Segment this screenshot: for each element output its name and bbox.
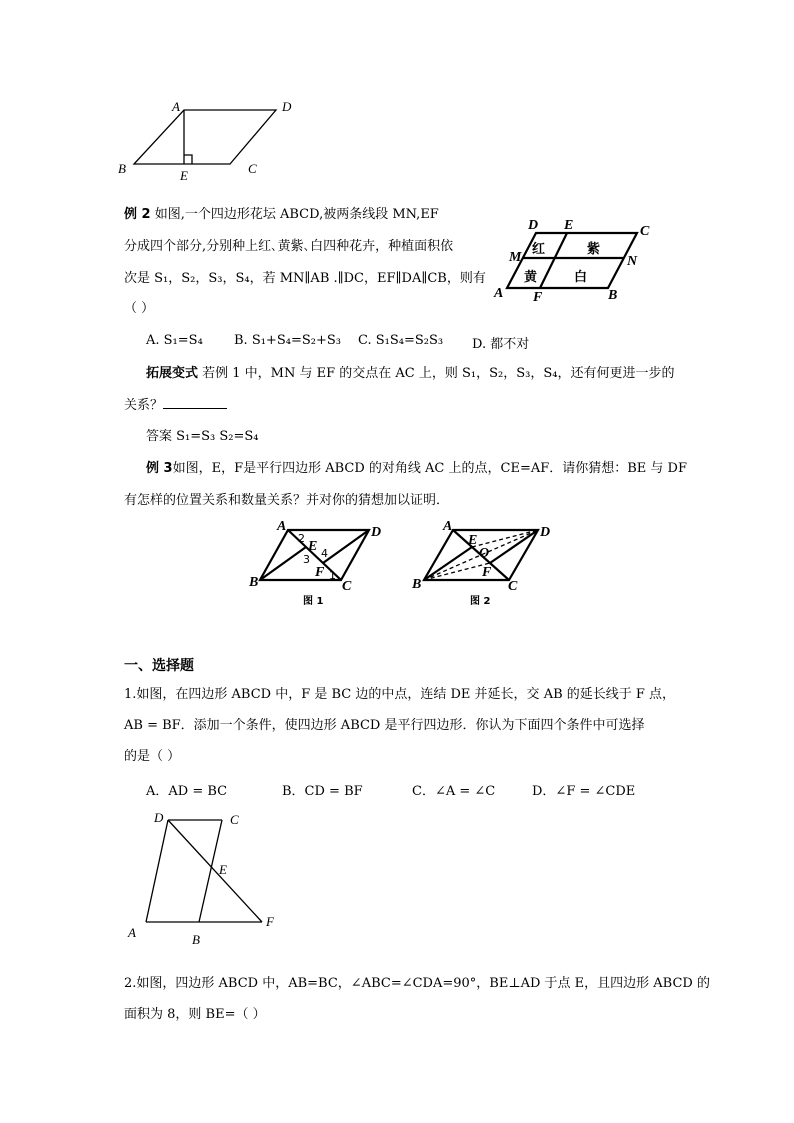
label-m: M	[509, 250, 522, 265]
ex2-line2: 分成四个部分,分别种上红､黄紫､白四种花卉，种植面积依	[124, 239, 454, 254]
label-a: A	[494, 286, 504, 301]
region-white: 白	[574, 270, 588, 285]
label-b: B	[249, 575, 259, 590]
region-red: 红	[532, 242, 546, 257]
segment-be	[424, 547, 472, 580]
answer-blank	[163, 396, 227, 409]
label-e: E	[308, 539, 318, 554]
label-a: A	[172, 99, 180, 114]
ex2-line4: （ ）	[124, 301, 155, 316]
q1-line2: AB = BF．添加一个条件，使四边形 ABCD 是平行四边形．你认为下面四个条件中可选择	[124, 718, 645, 733]
figure-2	[410, 518, 560, 610]
side-da	[146, 820, 168, 922]
region-purple: 紫	[587, 242, 601, 257]
label-d: D	[282, 99, 292, 114]
label-b: B	[412, 577, 422, 592]
label-d: D	[540, 525, 551, 540]
label-c: C	[508, 579, 518, 594]
figure-flower-bed	[490, 215, 660, 307]
section-heading: 一、选择题	[124, 658, 194, 674]
figure-parallelogram-altitude	[110, 95, 310, 185]
segment-be	[260, 547, 306, 580]
ex2-option-a: A. S₁=S₄	[146, 333, 203, 348]
ex3-line1: 例 3如图，E，F是平行四边形 ABCD 的对角线 AC 上的点，CE=AF．请你猜想：BE 与 DF	[146, 461, 687, 476]
figure-q1-quadrilateral	[122, 808, 282, 950]
label-d: D	[154, 810, 164, 825]
label-f: F	[315, 565, 325, 580]
label-e: E	[180, 168, 188, 183]
angle-3: 3	[303, 553, 310, 566]
ex3-label: 例 3	[146, 461, 173, 476]
label-c: C	[230, 812, 239, 827]
segment-ed	[472, 530, 538, 547]
ex2-line1: 例 2 如图,一个四边形花坛 ABCD,被两条线段 MN,EF	[124, 207, 439, 222]
ex2-option-c: C. S₁S₄=S₂S₃	[358, 333, 444, 348]
label-f: F	[482, 565, 492, 580]
label-d: D	[528, 218, 539, 233]
label-e: E	[468, 533, 478, 548]
angle-2: 2	[298, 532, 305, 545]
q1-line1: 1.如图，在四边形 ABCD 中，F 是 BC 边的中点，连结 DE 并延长，交 AB 的延长线于 F 点，	[124, 687, 676, 702]
ex2-line3: 次是 S₁，S₂，S₃，S₄，若 MN∥AB .∥DC，EF∥DA∥CB，则有	[124, 271, 486, 286]
label-f: F	[533, 290, 543, 305]
label-f: F	[266, 914, 274, 929]
ex3-line2: 有怎样的位置关系和数量关系？并对你的猜想加以证明．	[124, 493, 450, 508]
label-o: O	[479, 546, 490, 561]
label-c: C	[640, 224, 650, 239]
label-b: B	[192, 932, 200, 947]
segment-df	[490, 530, 538, 563]
caption-fig1: 图 1	[303, 596, 324, 607]
label-d: D	[371, 525, 382, 540]
angle-1: 1	[329, 569, 336, 582]
parallelogram-abcd	[134, 110, 276, 164]
q1-line3: 的是（ ）	[124, 749, 181, 764]
label-b: B	[608, 288, 618, 303]
caption-fig2: 图 2	[470, 596, 491, 607]
segment-df	[323, 530, 369, 563]
right-angle-mark	[184, 155, 192, 164]
label-a: A	[443, 519, 453, 534]
label-b: B	[118, 161, 126, 176]
segment-df	[168, 820, 262, 922]
q2-line1: 2.如图，四边形 ABCD 中，AB=BC，∠ABC=∠CDA=90°，BE⊥AD 于点 E，且四边形 ABCD 的	[124, 976, 710, 991]
ex2-option-d: D. 都不对	[472, 337, 530, 352]
q2-line2: 面积为 8，则 BE=（ ）	[124, 1007, 266, 1022]
ext-label: 拓展变式	[146, 366, 199, 381]
q1-option-b: B．CD = BF	[282, 784, 363, 799]
label-a: A	[277, 519, 287, 534]
label-a: A	[128, 925, 136, 940]
label-c: C	[342, 579, 352, 594]
ex2-label: 例 2	[124, 207, 151, 222]
region-yellow: 黄	[524, 270, 538, 285]
q1-option-c: C．∠A = ∠C	[412, 784, 496, 799]
ext-answer: 答案 S₁=S₃ S₂=S₄	[146, 429, 259, 444]
figure-1	[245, 518, 385, 610]
label-c: C	[248, 161, 257, 176]
ex2-option-b: B. S₁+S₄=S₂+S₃	[234, 333, 341, 348]
label-e: E	[564, 218, 574, 233]
q1-option-a: A．AD = BC	[146, 784, 228, 799]
label-e: E	[219, 862, 227, 877]
ext-line1: 拓展变式 若例 1 中，MN 与 EF 的交点在 AC 上，则 S₁，S₂，S₃，S₄，还有何更进一步的	[146, 366, 675, 381]
angle-4: 4	[321, 547, 328, 560]
ext-line2: 关系？	[124, 396, 227, 415]
label-n: N	[627, 254, 638, 269]
q1-option-d: D．∠F = ∠CDE	[532, 784, 636, 799]
